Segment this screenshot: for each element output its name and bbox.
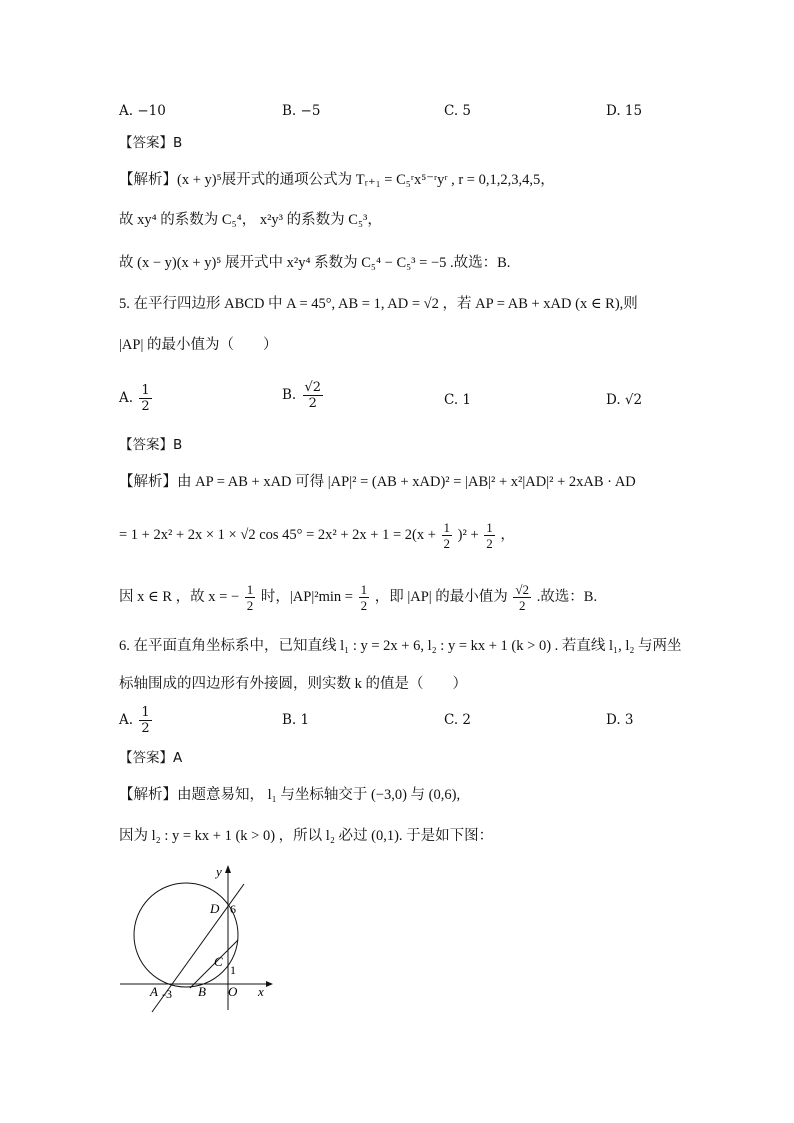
segment: ，即 |AP| 的最小值为: [374, 588, 508, 605]
point-label-a: A: [150, 984, 158, 999]
q5-analysis-line-2: [119, 520, 515, 551]
q5-option-b-label: B.: [282, 387, 297, 403]
denominator: 2: [246, 598, 254, 613]
fraction: [442, 520, 453, 551]
point-label-b: B: [198, 984, 206, 999]
q4-option-b: B. −5: [282, 103, 321, 119]
q4-option-c: C. 5: [444, 103, 472, 119]
numerator: 1: [141, 383, 150, 398]
point-label-c: C: [214, 954, 223, 969]
q5-answer: 【答案】B: [119, 437, 183, 453]
q5-option-b: [282, 380, 325, 411]
segment: .故选：B.: [536, 588, 598, 605]
q5-stem-line-2: |AP| 的最小值为（ ）: [119, 337, 278, 353]
q6-stem-line-1: 6. 在平面直角坐标系中，已知直线 l₁ : y = 2x + 6, l₂ : y = kx + 1 (k > 0) . 若直线 l₁, l₂ 与两坐: [119, 638, 682, 654]
q6-analysis-line-1: 【解析】由题意易知， l₁ 与坐标轴交于 (−3,0) 与 (0,6),: [119, 787, 461, 803]
q6-answer: 【答案】A: [119, 750, 183, 766]
q4-answer: 【答案】B: [119, 135, 183, 151]
q5-option-d: D. √2: [606, 392, 643, 408]
q4-analysis-line-2: 故 xy⁴ 的系数为 C₅⁴， x²y³ 的系数为 C₅³，: [119, 212, 382, 228]
q5-analysis-line-3: [119, 582, 597, 613]
segment: ，: [500, 526, 515, 543]
segment: = 1 + 2x² + 2x × 1 × √2 cos 45° = 2x² + 2x + 1 = 2(x +: [119, 526, 436, 543]
segment: )² +: [457, 526, 479, 543]
numerator: 1: [486, 520, 493, 535]
tick-label-1: 1: [230, 963, 236, 977]
q4-option-d: D. 15: [606, 103, 643, 119]
q5-option-a-fraction: [139, 383, 151, 414]
denominator: 2: [443, 536, 451, 551]
fraction: [359, 582, 370, 613]
q5-option-a: [119, 383, 154, 414]
q6-option-a-label: A.: [119, 712, 134, 728]
circumcircle: [134, 883, 238, 987]
q6-geometry-figure: [118, 860, 278, 1015]
point-label-d: D: [210, 901, 220, 916]
q5-analysis-line-1: 【解析】由 AP = AB + xAD 可得 |AP|² = (AB + xAD)² = |AB|² + x²|AD|² + 2xAB · AD: [119, 474, 636, 490]
q6-option-a-fraction: [139, 705, 151, 736]
q5-stem-line-1: 5. 在平行四边形 ABCD 中 A = 45°, AB = 1, AD = √2 ，若 AP = AB + xAD (x ∈ R),则: [119, 296, 638, 312]
fraction: [245, 582, 256, 613]
numerator: √2: [304, 380, 322, 395]
q6-option-c: C. 2: [444, 712, 472, 728]
numerator: √2: [515, 582, 530, 597]
segment: 时，|AP|²min =: [260, 588, 353, 605]
q6-option-b: B. 1: [282, 712, 310, 728]
axis-label-x: x: [258, 984, 264, 999]
q6-stem-line-2: 标轴围成的四边形有外接圆，则实数 k 的值是（ ）: [119, 676, 467, 692]
denominator: 2: [141, 399, 150, 414]
numerator: 1: [443, 520, 451, 535]
numerator: 1: [141, 705, 150, 720]
denominator: 2: [518, 598, 526, 613]
q4-analysis-line-3: 故 (x − y)(x + y)⁵ 展开式中 x²y⁴ 系数为 C₅⁴ − C₅³ = −5 .故选：B.: [119, 255, 511, 271]
numerator: 1: [246, 582, 254, 597]
q6-analysis-line-2: 因为 l₂ : y = kx + 1 (k > 0) ，所以 l₂ 必过 (0,1). 于是如下图：: [119, 828, 494, 844]
tick-label-6: 6: [230, 902, 236, 916]
fraction: [484, 520, 495, 551]
q4-option-a: A. −10: [119, 103, 166, 119]
q5-option-b-fraction: [303, 380, 324, 411]
denominator: 2: [141, 721, 150, 736]
numerator: 1: [360, 582, 368, 597]
segment: 因 x ∈ R ，故 x = −: [119, 588, 240, 605]
q6-option-d: D. 3: [606, 712, 634, 728]
denominator: 2: [308, 396, 317, 411]
fraction: [513, 582, 531, 613]
q6-option-a: [119, 705, 154, 736]
denominator: 2: [360, 598, 368, 613]
tick-label-neg3: -3: [162, 987, 172, 1001]
point-label-o: O: [228, 984, 238, 999]
axis-label-y: y: [216, 864, 222, 879]
denominator: 2: [486, 536, 493, 551]
q5-option-a-label: A.: [119, 390, 134, 406]
q4-analysis-line-1: 【解析】(x + y)⁵展开式的通项公式为 Tᵣ₊₁ = C₅ʳx⁵⁻ʳyʳ , r = 0,1,2,3,4,5，: [119, 172, 555, 188]
q5-option-c: C. 1: [444, 392, 472, 408]
x-axis-arrow-icon: [266, 981, 273, 987]
y-axis-arrow-icon: [225, 865, 231, 873]
